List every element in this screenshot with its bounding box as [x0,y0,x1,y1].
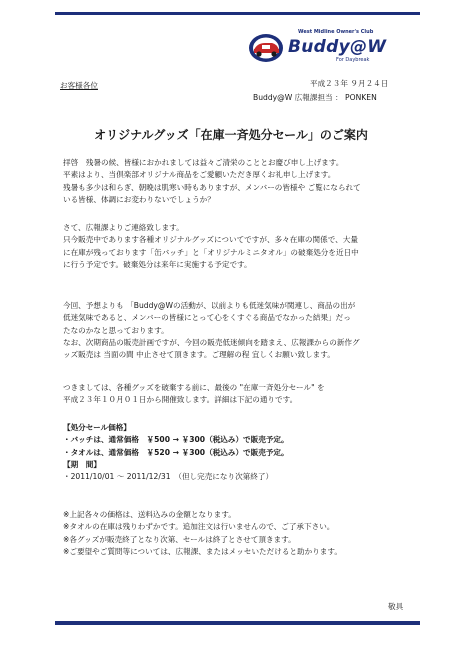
period-heading: 【期 間】 [63,459,101,469]
sale-details [63,422,413,471]
text-line: 平素はより、当倶楽部オリジナル商品をご愛顧いただき厚くお礼申し上げます。 [63,170,336,180]
text-line: に在庫が残っております「缶バッチ」と「オリジナルミニタオル」の破棄処分を近日中 [63,247,359,257]
top-rule [55,12,420,15]
text-line: 残暑も多少は和らぎ、朝晩は肌寒い時もありますが、メンバーの皆様や ご覧になられて [63,182,361,192]
addressee: お客様各位 [60,81,98,90]
text-line: 平成２３年１０月０１日から開催致します。詳細は下記の通りです。 [63,395,298,405]
logo-subtitle: For Daybreak [336,57,370,63]
document-date: 平成２３年 ９月２４日 [310,79,389,88]
note-item: ※ご要望やご質問等については、広報課、またはメッセいただけると助かります。 [63,546,342,556]
text-line: さて、広報課よりご連絡致します。 [63,223,184,232]
logo-tagline: West Midline Owner's Club [298,29,374,35]
club-logo [248,25,428,77]
bottom-rule [55,621,420,625]
car-emblem-icon [248,33,284,63]
period-text: ・2011/10/01 ～ 2011/12/31 （但し完売になり次第終了） [63,472,274,481]
text-line: 低迷気味であると、メンバーの皆様にとって心をくすぐる商品でなかった結果」だっ [63,313,351,323]
document-title: オリジナルグッズ「在庫一斉処分セール」のご案内 [94,128,368,142]
note-item: ※上記各々の価格は、送料込みの金額となります。 [63,510,236,519]
logo-name: Buddy@W [288,37,387,57]
text-line: 只今販売中であります各種オリジナルグッズについてですが、多々在庫の関係で、大量 [63,235,358,245]
text-line: 拝啓 残暑の候、皆様におかれましては益々ご清栄のこととお慶び申し上げます。 [63,158,344,167]
closing-word: 敬具 [388,602,404,611]
text-line: つきましては、各種グッズを破棄する前に、最後の "在庫一斉処分セール" を [63,383,325,392]
text-line: に行う予定です。破棄処分は来年に実施する予定です。 [63,259,252,269]
sender: Buddy@W 広報課担当 ： PONKEN [253,93,377,102]
reason-paragraph [63,300,413,361]
price-heading: 【処分セール価格】 [63,423,131,432]
price-item: ・タオルは、通常価格 ￥520 → ￥300（税込み）で販売予定。 [63,447,289,457]
text-line: いる皆様、体調にお変わりないでしょうか？ [63,194,215,204]
text-line: ッズ販売は 当面の間 中止させて頂きます。ご理解の程 宜しくお願い致します。 [63,350,335,360]
note-item: ※各グッズが販売終了となり次第、セールは終了とさせて頂きます。 [63,534,296,544]
note-item: ※タオルの在庫は残りわずかです。追加注文は行いませんので、ご了承下さい。 [63,522,335,532]
notice-paragraph [63,222,413,271]
sale-intro-paragraph [63,382,413,407]
notes-list [63,509,413,558]
sale-period [63,471,413,483]
text-line: たなのかなと思っております。 [63,325,169,335]
greeting-paragraph [63,157,413,206]
text-line: なお、次期商品の販売計画ですが、今回の販売低迷傾向を踏まえ、広報課からの新作グ [63,337,360,347]
price-item: ・バッチは、通常価格 ￥500 → ￥300（税込み）で販売予定。 [63,435,289,445]
text-line: 今回、予想よりも 「Buddy@Wの活動が、以前よりも低迷気味が関連し、商品の出が [63,301,356,310]
